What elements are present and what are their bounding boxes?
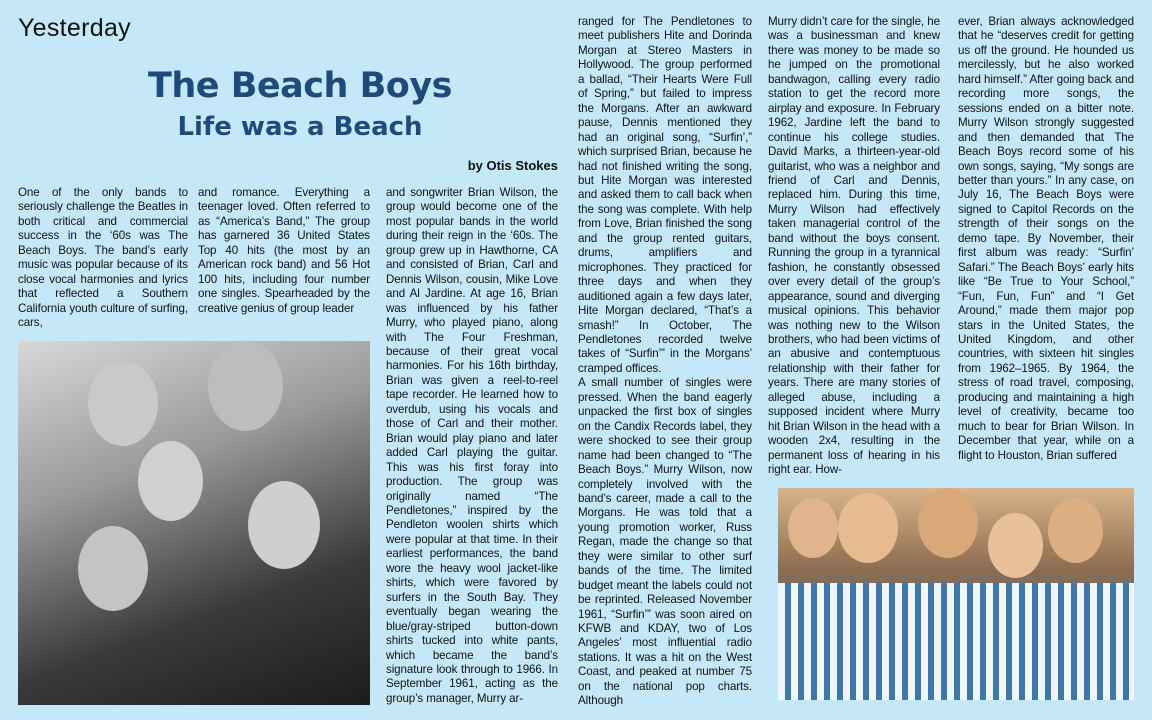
article-subtitle: Life was a Beach	[177, 112, 423, 142]
paragraph: and songwriter Brian Wilson, the group would become one of the most popular bands in the world during their reign in the ‘60s. The group grew up in Hawthorne, CA and consisted of Brian, Carl and Dennis Wilson, cousin, Mike Love and Al Jardine. At age 16, Brian was influenced by his father Murry, who played piano, along with The Four Freshman, because of their great vocal harmonies. For his 16th birthday, Brian was given a reel-to-reel tape recorder. He learned how to overdub, using his vocals and those of Carl and their mother. Brian would play piano and later added Carl playing the guitar. This was his first foray into production. The group was originally named “The Pendletones,” inspired by the Pendleton woolen shirts which were popular at that time. In their earliest performances, the band wore the heavy wool jacket-like shirts, which were favored by surfers in the South Bay. They eventually began wearing the blue/gray-striped button-down shirts tucked into white pants, which became the band’s signature look through to 1966. In September 1961, acting as the group’s manager, Murry ar-	[386, 186, 558, 705]
section-label: Yesterday	[18, 14, 131, 42]
paragraph: Murry didn’t care for the single, he was a businessman and knew there was money to be made so he jumped on the promotional bandwagon, calling every radio station to get the record more airplay and exposure. In February 1962, Jardine left the band to continue his college studies. David Marks, a thirteen-year-old guitarist, who was a neighbor and friend of Carl and Dennis, replaced him. During this time, Murry Wilson had effectively taken managerial control of the band without the boys consent. Running the group in a tyrannical fashion, he constantly obsessed over every detail of the group’s appearance, sound and diverging musical opinions. This behavior was nothing new to the Wilson brothers, who had been victims of an abusive and contemptuous relationship with their father for years. There are many stories of alleged abuse, including a supposed incident where Murry hit Brian Wilson in the head with a wooden 2x4, resulting in the permanent loss of hearing in his right ear. How-	[768, 15, 940, 477]
left-text-photo-block	[18, 186, 370, 705]
left-columns-row	[18, 186, 370, 331]
band-photo-color	[778, 488, 1134, 701]
right-text-photo-block	[768, 15, 1134, 700]
article-column-6	[958, 15, 1134, 463]
article-column-2	[198, 186, 370, 316]
article-column-4	[578, 15, 752, 709]
paragraph: ranged for The Pendletones to meet publishers Hite and Dorinda Morgan at Stereo Masters in Hollywood. The group performed a ballad, “Their Hearts Were Full of Spring,” but failed to impress the Morgans. After an awkward pause, Dennis mentioned they had an original song, “Surfin’,” which surprised Brian, because he had not finished writing the song, but Hite Morgan was interested and asked them to call back when the song was complete. With help from Love, Brian finished the song and the group rented guitars, drums, amplifiers and microphones. They practiced for three days and when they auditioned again a few days later, Hite Morgan declared, “That’s a smash!” In October, The Pendletones recorded twelve takes of “Surfin’” in the Morgans’ cramped offices.	[578, 15, 752, 375]
article-title: The Beach Boys	[148, 66, 452, 106]
right-columns-row	[768, 15, 1134, 478]
paragraph: One of the only bands to seriously challenge the Beatles in both critical and commercial success in the ‘60s was The Beach Boys. The band’s early music was popular because of its close vocal harmonies and lyrics that reflected a Southern California youth culture of surfing, cars,	[18, 186, 188, 330]
band-photo-bw	[18, 341, 370, 705]
article-column-1	[18, 186, 188, 331]
paragraph: A small number of singles were pressed. When the band eagerly unpacked the first box of singles on the Candix Records label, they were shocked to see their group name had been changed to “The Beach Boys.” Murry Wilson, now completely involved with the band’s career, made a call to the Morgans. He was told that a young promotion worker, Russ Regan, made the change so that they were similar to other surf bands of the time. The limited budget meant the labels could not be reprinted. Released November 1961, “Surfin’” was soon aired on KFWB and KDAY, two of Los Angeles’ most influential radio stations. It was a hit on the West Coast, and peaked at number 75 on the national pop charts. Although	[578, 376, 752, 708]
paragraph: and romance. Everything a teenager loved. Often referred to as “America’s Band,” The group has garnered 36 United States Top 40 hits (the most by an American rock band) and 56 Hot 100 hits, including four number one singles. Spearheaded by the creative genius of group leader	[198, 186, 370, 315]
paragraph: ever, Brian always acknowledged that he “deserves credit for getting us off the ground. He hounded us mercilessly, but he also worked hard himself.” After going back and recording more songs, the sessions ended on a bitter note. Murry Wilson strongly suggested and then demanded that The Beach Boys record some of his own songs, saying, “My songs are better than yours.” In any case, on July 16, The Beach Boys were signed to Capitol Records on the strength of their songs on the demo tape. By November, their first album was ready: “Surfin’ Safari.” The Beach Boys’ early hits like “Be True to Your School,” “Fun, Fun, Fun” and “I Get Around,” made them major pop stars in the United States, the United Kingdom, and other countries, with sixteen hit singles from 1962–1965. By 1964, the stress of road travel, composing, producing and maintaining a high level of creativity, became too much to bear for Brian Wilson. In December that year, while on a flight to Houston, Brian suffered	[958, 15, 1134, 462]
article-column-5	[768, 15, 940, 478]
article-column-3	[386, 186, 558, 706]
byline: by Otis Stokes	[467, 158, 558, 173]
